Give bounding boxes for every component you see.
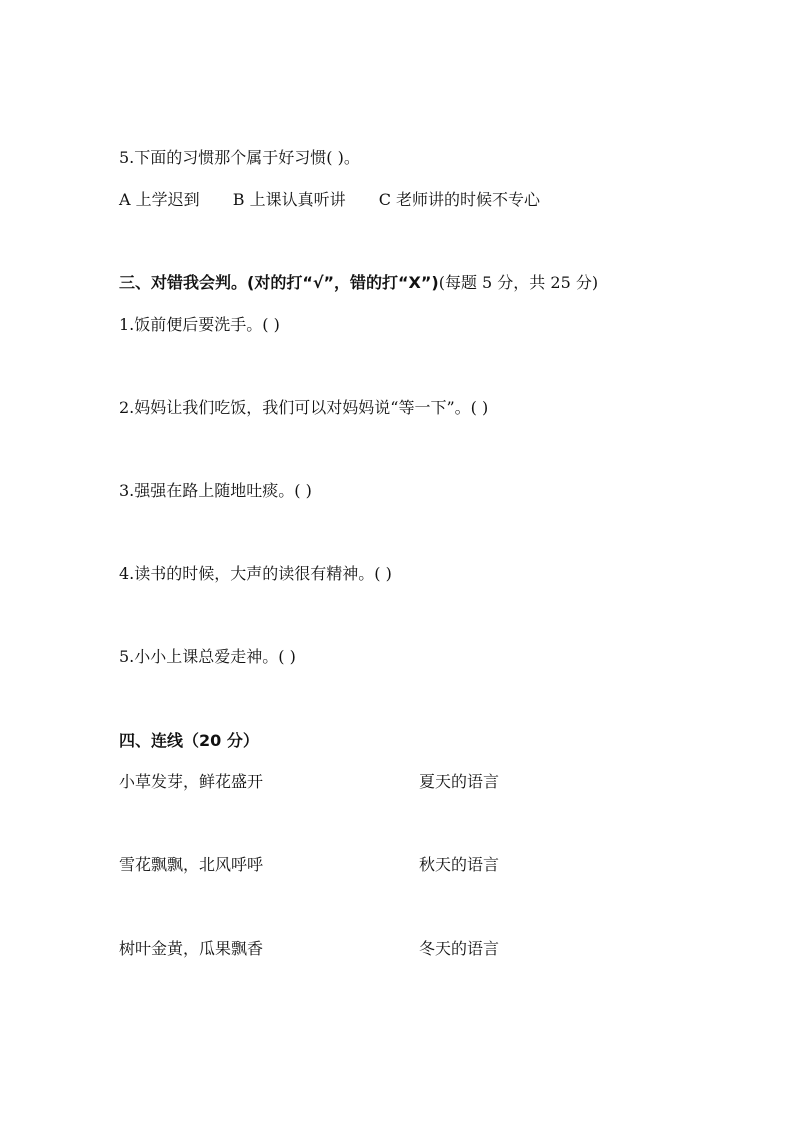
match-right-2: 秋天的语言 (419, 855, 500, 874)
match-left-3: 树叶金黄，瓜果飘香 (119, 939, 264, 958)
option-b: B 上课认真听讲 (232, 190, 346, 209)
tf-item-4: 4.读书的时候，大声的读很有精神。( ) (119, 564, 392, 583)
option-a: A 上学迟到 (119, 190, 200, 209)
match-right-1: 夏天的语言 (419, 772, 500, 791)
section-3-score-note: (每题 5 分，共 25 分) (438, 273, 599, 292)
tf-item-1: 1.饭前便后要洗手。( ) (119, 315, 280, 334)
match-left-1: 小草发芽，鲜花盛开 (119, 772, 264, 791)
question-5-options (119, 190, 540, 210)
question-5-text: 5.下面的习惯那个属于好习惯( )。 (119, 148, 360, 167)
match-right-3: 冬天的语言 (419, 939, 500, 958)
match-left-2: 雪花飘飘，北风呼呼 (119, 855, 264, 874)
option-c: C 老师讲的时候不专心 (378, 190, 541, 209)
tf-item-2: 2.妈妈让我们吃饭，我们可以对妈妈说“等一下”。( ) (119, 398, 489, 417)
section-3-heading (119, 273, 598, 293)
tf-item-3: 3.强强在路上随地吐痰。( ) (119, 481, 312, 500)
tf-item-5: 5.小小上课总爱走神。( ) (119, 647, 296, 666)
section-3-title: 三、对错我会判。(对的打“√”，错的打“X”) (119, 273, 439, 292)
section-4-title: 四、连线（20 分） (119, 731, 259, 750)
